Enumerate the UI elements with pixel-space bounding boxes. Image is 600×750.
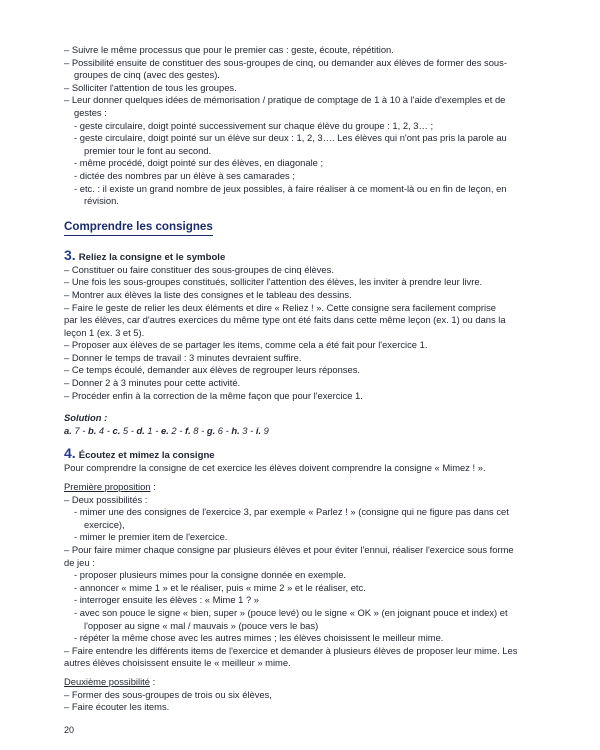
solution-value: 2 - (168, 424, 185, 436)
text-line: gestes : (74, 106, 107, 118)
solution-letter: f. (184, 424, 191, 436)
solution-value: 3 - (239, 424, 256, 436)
sub-item: l'opposer au signe « mal / mauvais » (pouce vers le bas) (84, 619, 319, 631)
text-line: leçon 1 (ex. 3 et 5). (64, 326, 145, 338)
sub-item: - annoncer « mime 1 » et le réaliser, puis « mime 2 » et le réaliser, etc. (74, 581, 366, 593)
text-line: – Solliciter l'attention de tous les groupes. (64, 81, 237, 93)
solution-letter: g. (206, 424, 216, 436)
text-line: de jeu : (64, 556, 95, 568)
proposal-1-heading (64, 481, 554, 494)
exercise-title: Reliez la consigne et le symbole (78, 251, 226, 263)
intro-list (64, 44, 554, 208)
solution-letter: c. (112, 424, 121, 436)
sub-item: - proposer plusieurs mimes pour la consigne donnée en exemple. (74, 569, 347, 581)
solution-value: 4 - (96, 424, 113, 436)
colon: : (149, 675, 156, 687)
solution-letter: e. (160, 424, 169, 436)
solution-value: 7 - (71, 424, 88, 436)
text-line: – Possibilité ensuite de constituer des sous-groupes de cinq, ou demander aux élèves de former des sous- (64, 56, 507, 68)
sub-item: - interroger ensuite les élèves : « Mime 1 ? » (74, 594, 259, 606)
text-line: – Ce temps écoulé, demander aux élèves de regrouper leurs réponses. (64, 364, 361, 376)
solution-value: 6 - (215, 424, 232, 436)
sub-item: - geste circulaire, doigt pointé successivement sur chaque élève du groupe : 1, 2, 3… ; (74, 119, 434, 131)
sub-item: révision. (84, 195, 119, 207)
sub-item: exercice), (84, 518, 125, 530)
solution-value: 8 - (190, 424, 207, 436)
sub-item: - même procédé, doigt pointé sur des élèves, en diagonale ; (74, 157, 324, 169)
text-line: – Donner 2 à 3 minutes pour cette activité. (64, 377, 241, 389)
solution-letter: b. (87, 424, 97, 436)
solution-value: 5 - (120, 424, 137, 436)
section-title: Comprendre les consignes (64, 220, 213, 236)
text-line: – Leur donner quelques idées de mémorisation / pratique de comptage de 1 à 10 à l'aide d'exemples et de (64, 94, 506, 106)
text-line: – Suivre le même processus que pour le premier cas : geste, écoute, répétition. (64, 44, 394, 55)
solution-letter: d. (136, 424, 145, 436)
text-line: groupes de cinq (avec des gestes). (74, 69, 220, 81)
solution-value: 9 (261, 424, 269, 436)
text-line: – Deux possibilités : (64, 493, 148, 505)
text-line: – Pour faire mimer chaque consigne par plusieurs élèves et pour éviter l'ennui, réaliser l'exercice sous forme (64, 544, 514, 555)
text-line: – Proposer aux élèves de se partager les items, comme cela a été fait pour l'exercice 1. (64, 339, 428, 351)
proposal-label: Deuxième possibilité (64, 675, 150, 687)
text-line: – Faire le geste de relier les deux éléments et dire « Reliez ! ». Cette consigne sera facilement comprise (64, 301, 496, 313)
exercise-number: 4. (64, 445, 76, 462)
sub-item: - répéter la même chose avec les autres mimes ; les élèves choisissent le meilleur mime. (74, 632, 444, 644)
colon: : (150, 481, 156, 493)
text-line: – Former des sous-groupes de trois ou six élèves, (64, 688, 272, 700)
text-line: par les élèves, car d'autres exercices du même type ont été faits dans cette même leçon (ex. 1) ou dans la (64, 314, 506, 326)
solution-letter: i. (255, 424, 262, 436)
text-line: – Procéder enfin à la correction de la même façon que pour l'exercice 1. (64, 389, 363, 401)
sub-item: - avec son pouce le signe « bien, super » (pouce levé) ou le signe « OK » (en joignant pouce et index) et (74, 606, 508, 618)
exercise-3-steps (64, 264, 554, 403)
text-line: – Donner le temps de travail : 3 minutes devraient suffire. (64, 351, 302, 363)
text-line: – Montrer aux élèves la liste des consignes et le tableau des dessins. (64, 288, 352, 300)
sub-item: premier tour le font au second. (84, 144, 212, 156)
sub-item: - etc. : il existe un grand nombre de jeux possibles, à faire réaliser à ce moment-là ou en fin de leçon, en (74, 182, 507, 194)
sub-item: - mimer le premier item de l'exercice. (74, 531, 228, 543)
exercise-title: Écoutez et mimez la consigne (78, 450, 215, 462)
exercise-3-heading (64, 246, 554, 264)
text-line: – Faire écouter les items. (64, 701, 170, 713)
solution-label: Solution : (64, 412, 108, 424)
text-line: – Une fois les sous-groupes constitués, solliciter l'attention des élèves, les inviter à prendre leur livre. (64, 276, 483, 288)
text-line: – Faire entendre les différents items de l'exercice et demander à plusieurs élèves de proposer leur mime. Les (64, 644, 518, 656)
sub-item: - dictée des nombres par un élève à ses camarades ; (74, 169, 295, 181)
exercise-4-heading (64, 447, 554, 462)
exercise-number: 3. (64, 246, 76, 263)
text-line: autres élèves choisissent ensuite le « meilleur » mime. (64, 657, 291, 669)
sub-item: - mimer une des consignes de l'exercice 3, par exemple « Parlez ! » (consigne qui ne figure pas dans cet (74, 506, 509, 518)
proposal-label: Première proposition (64, 481, 151, 493)
proposal-2-heading (64, 676, 554, 689)
page-number: 20 (64, 725, 75, 735)
page-content (64, 44, 554, 714)
solution-letter: h. (231, 424, 240, 436)
exercise-intro: Pour comprendre la consigne de cet exercice les élèves doivent comprendre la consigne « Mimez ! ». (64, 462, 486, 474)
solution-letter: a. (64, 424, 72, 436)
sub-item: - geste circulaire, doigt pointé sur un élève sur deux : 1, 2, 3…. Les élèves qui n'ont pas pris la parole au (74, 132, 507, 144)
text-line: – Constituer ou faire constituer des sous-groupes de cinq élèves. (64, 263, 334, 275)
solution-value: 1 - (144, 424, 161, 436)
solution-line (64, 425, 554, 438)
